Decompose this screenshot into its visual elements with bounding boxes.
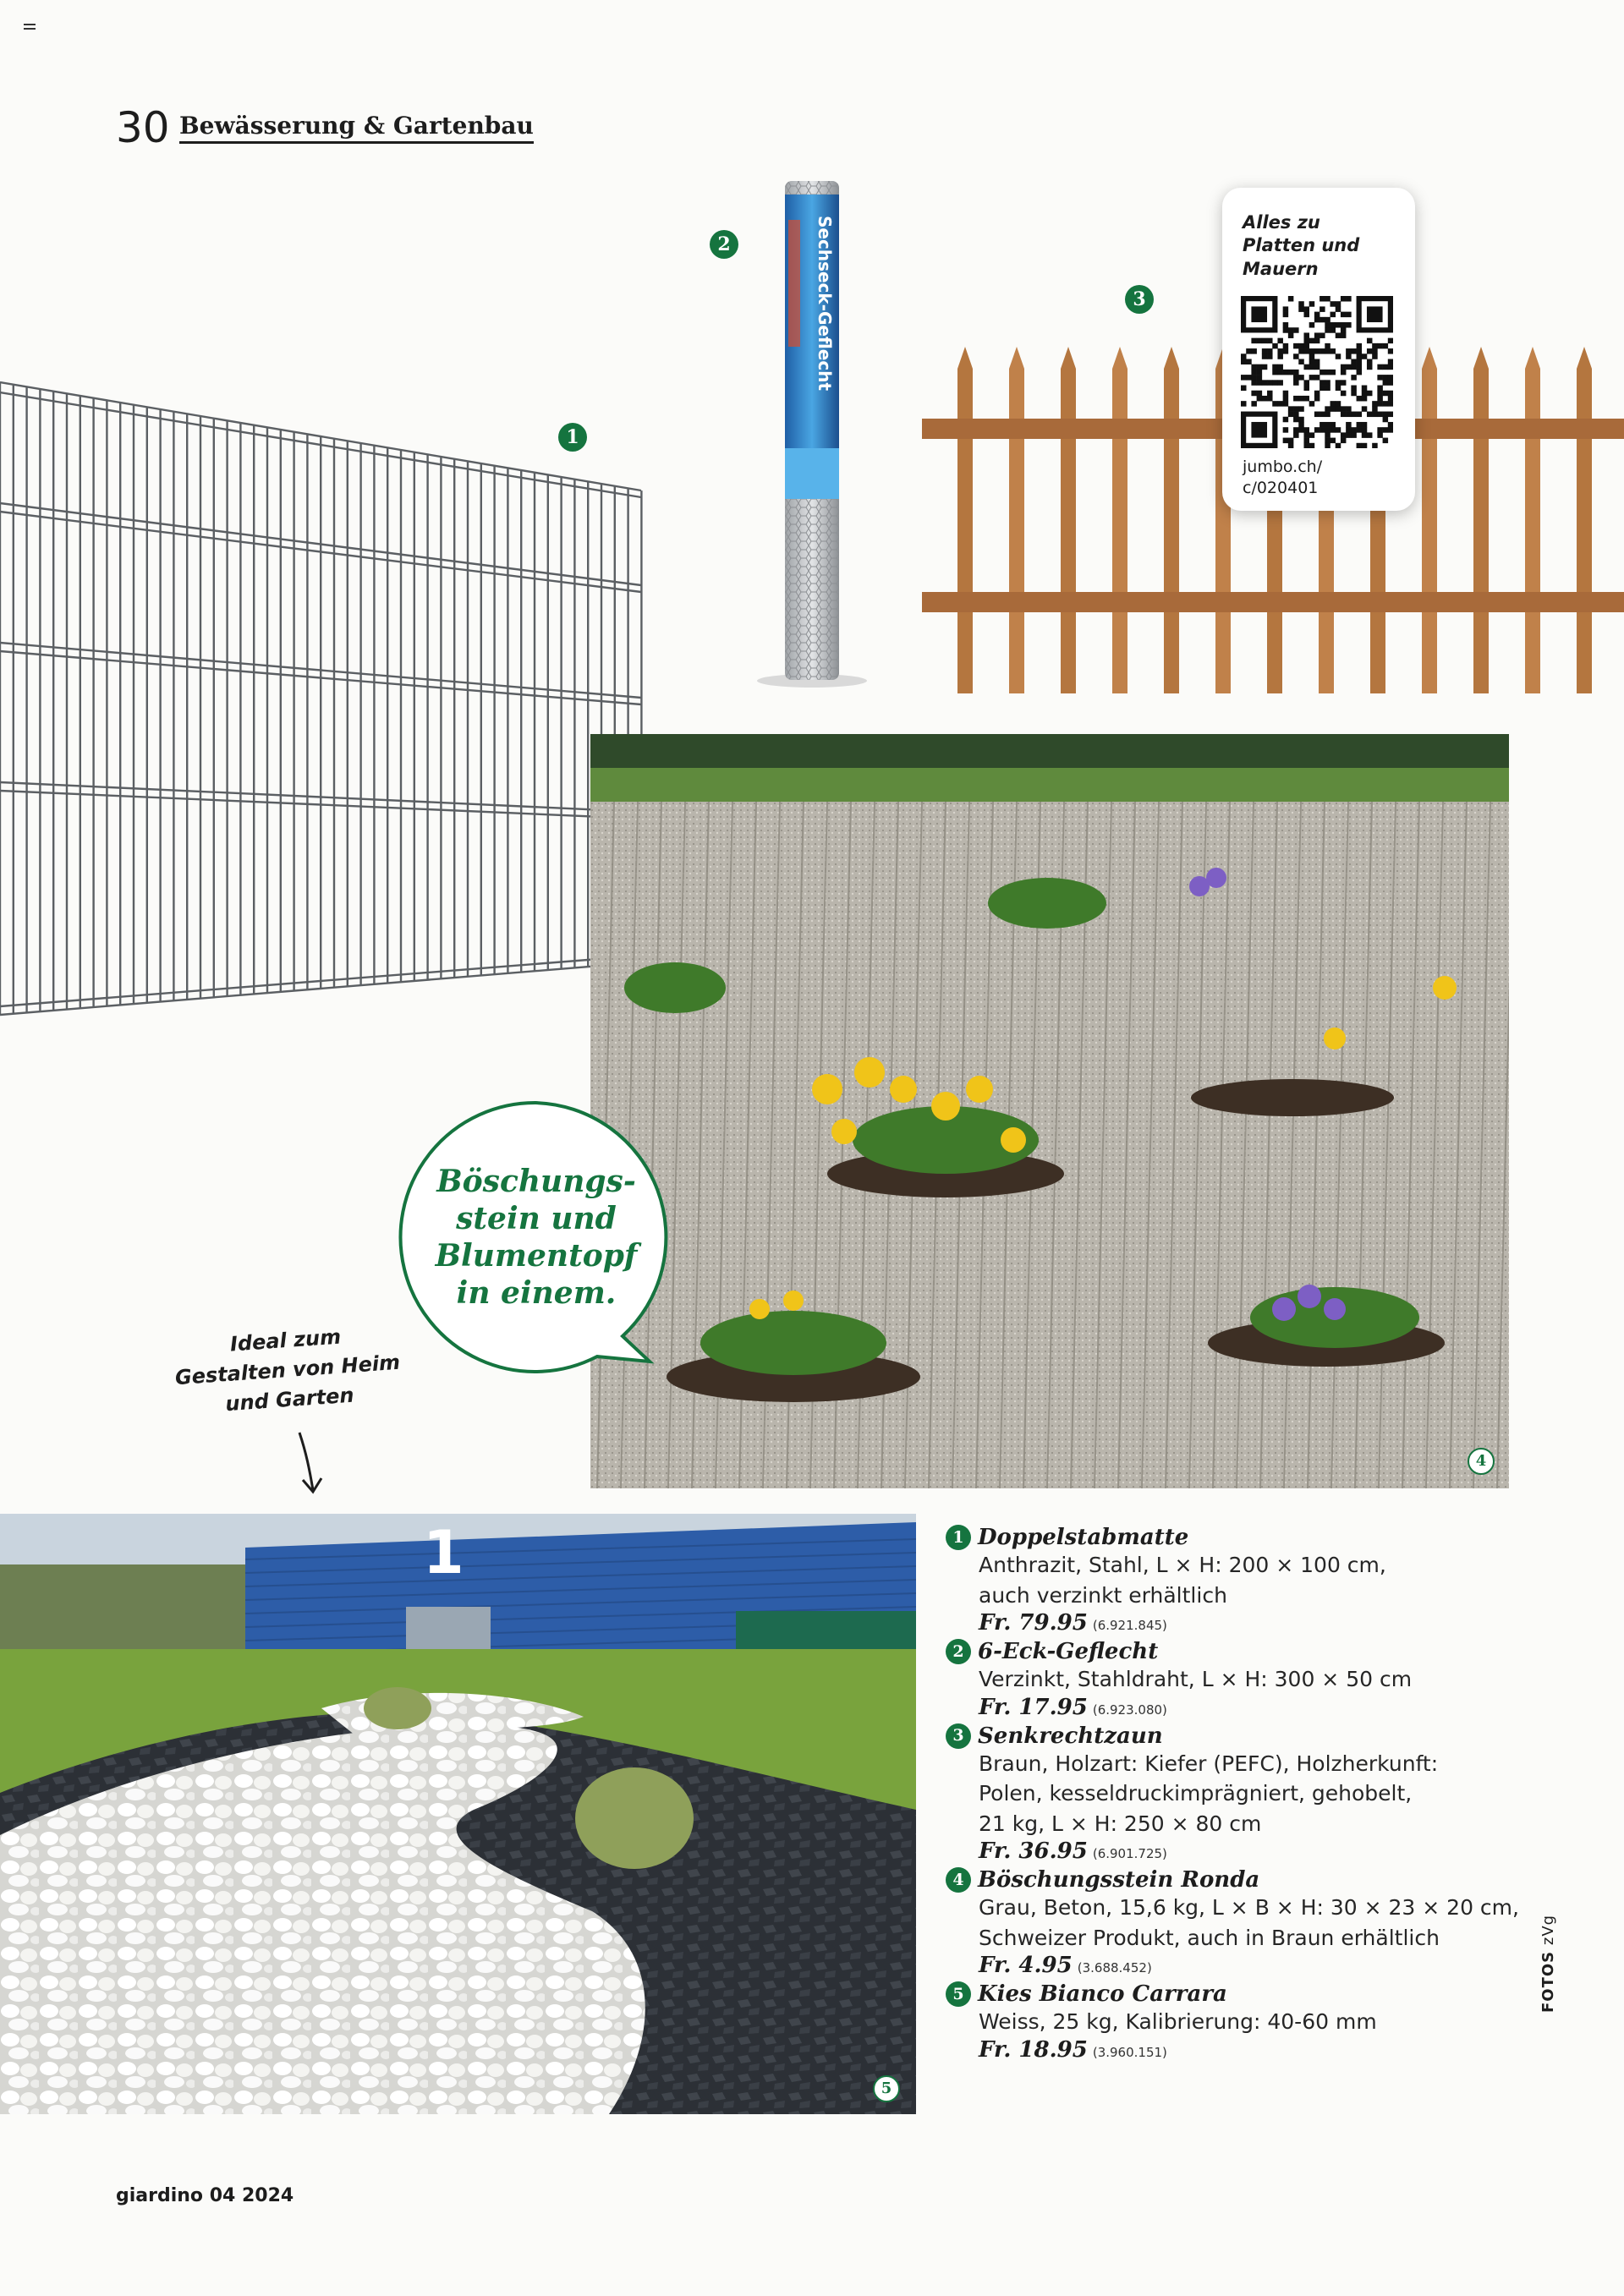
product-price: Fr. 18.95 xyxy=(979,2036,1088,2063)
product-item xyxy=(946,1639,1538,1720)
photo-number-badge: 4 xyxy=(1468,1448,1495,1475)
product-price-row xyxy=(979,1695,1538,1720)
bubble-text: Böschungs- stein und Blumentopf in einem. xyxy=(435,1164,638,1311)
product-header xyxy=(946,1981,1538,2007)
product-description: Grau, Beton, 15,6 kg, L × B × H: 30 × 23 × 20 cm, Schweizer Produkt, auch in Braun erhältlich xyxy=(979,1895,1519,1950)
roll-label-text: Sechseck-Geflecht xyxy=(815,216,835,392)
product-item xyxy=(946,1867,1538,1978)
product-price-row xyxy=(979,1610,1538,1636)
section-title: Bewässerung & Gartenbau xyxy=(179,112,534,144)
product-number-badge: 2 xyxy=(946,1639,971,1664)
fence-picket xyxy=(1164,347,1179,693)
building-sign: 1 xyxy=(423,1518,464,1587)
photo-credit-label: FOTOS xyxy=(1539,1950,1557,2013)
handwritten-note: Ideal zum Gestalten von Heim und Garten xyxy=(174,1324,401,1416)
product-description: Weiss, 25 kg, Kalibrierung: 40-60 mm xyxy=(979,2009,1377,2034)
product-article-number: (6.923.080) xyxy=(1092,1701,1167,1718)
fence-picket xyxy=(1577,347,1592,693)
page-number: 30 xyxy=(116,103,170,152)
product-item xyxy=(946,1525,1538,1636)
product-price-row xyxy=(979,2037,1538,2063)
product-price: Fr. 17.95 xyxy=(979,1694,1088,1720)
menu-icon[interactable] xyxy=(24,24,36,32)
product-article-number: (6.921.845) xyxy=(1092,1618,1167,1633)
qr-headline: Alles zu Platten und Mauern xyxy=(1243,212,1360,279)
photo-number-badge: 1 xyxy=(558,423,587,452)
arrow-down-icon xyxy=(288,1429,330,1497)
photo-number-badge: 5 xyxy=(873,2075,900,2102)
product-price-row xyxy=(979,1953,1538,1978)
product-description: Verzinkt, Stahldraht, L × H: 300 × 50 cm xyxy=(979,1667,1413,1691)
fence-picket xyxy=(1112,347,1127,693)
fence-panel-image xyxy=(0,364,651,1032)
product-name: Kies Bianco Carrara xyxy=(978,1981,1227,2007)
fence-picket xyxy=(1473,347,1489,693)
fence-picket xyxy=(1009,347,1024,693)
product-article-number: (3.960.151) xyxy=(1092,2044,1167,2060)
product-name: Böschungsstein Ronda xyxy=(978,1867,1260,1893)
product-article-number: (6.901.725) xyxy=(1092,1846,1167,1861)
footer-issue: giardino 04 2024 xyxy=(116,2185,294,2206)
product-article-number: (3.688.452) xyxy=(1077,1960,1152,1975)
wire-roll-image xyxy=(727,169,897,693)
fence-picket xyxy=(1422,347,1437,693)
product-price-row xyxy=(979,1838,1538,1864)
fence-picket xyxy=(1525,347,1540,693)
photo-credit-value: zVg xyxy=(1539,1914,1557,1946)
product-description: Anthrazit, Stahl, L × H: 200 × 100 cm, auch verzinkt erhältlich xyxy=(979,1553,1386,1608)
product-number-badge: 5 xyxy=(946,1981,971,2007)
photo-number-badge: 2 xyxy=(710,230,738,259)
product-name: 6-Eck-Geflecht xyxy=(978,1639,1159,1664)
product-header xyxy=(946,1867,1538,1893)
product-number-badge: 3 xyxy=(946,1723,971,1749)
slope-stone-photo xyxy=(590,734,1509,1488)
product-header xyxy=(946,1723,1538,1749)
product-name: Senkrechtzaun xyxy=(978,1723,1163,1749)
product-list xyxy=(946,1525,1538,2066)
product-name: Doppelstabmatte xyxy=(978,1525,1189,1550)
product-description: Braun, Holzart: Kiefer (PEFC), Holzherkunft: Polen, kesseldruckimprägniert, gehobelt, 21 kg, L × H: 250 × 80 cm xyxy=(979,1751,1439,1836)
gravel-garden-photo xyxy=(0,1514,916,2114)
product-number-badge: 4 xyxy=(946,1867,971,1893)
product-price: Fr. 79.95 xyxy=(979,1610,1088,1636)
product-header xyxy=(946,1639,1538,1664)
photo-number-badge: 3 xyxy=(1125,285,1154,314)
product-price: Fr. 36.95 xyxy=(979,1838,1088,1864)
product-header xyxy=(946,1525,1538,1550)
product-item xyxy=(946,1723,1538,1865)
qr-url[interactable]: jumbo.ch/ c/020401 xyxy=(1243,458,1323,497)
photo-credit xyxy=(1539,1915,1557,2013)
product-item xyxy=(946,1981,1538,2063)
fence-picket xyxy=(957,347,973,693)
product-number-badge: 1 xyxy=(946,1525,971,1550)
product-price: Fr. 4.95 xyxy=(979,1953,1073,1978)
fence-picket xyxy=(1061,347,1076,693)
qr-link-card[interactable] xyxy=(1222,188,1415,511)
qr-code-icon[interactable] xyxy=(1241,296,1393,448)
